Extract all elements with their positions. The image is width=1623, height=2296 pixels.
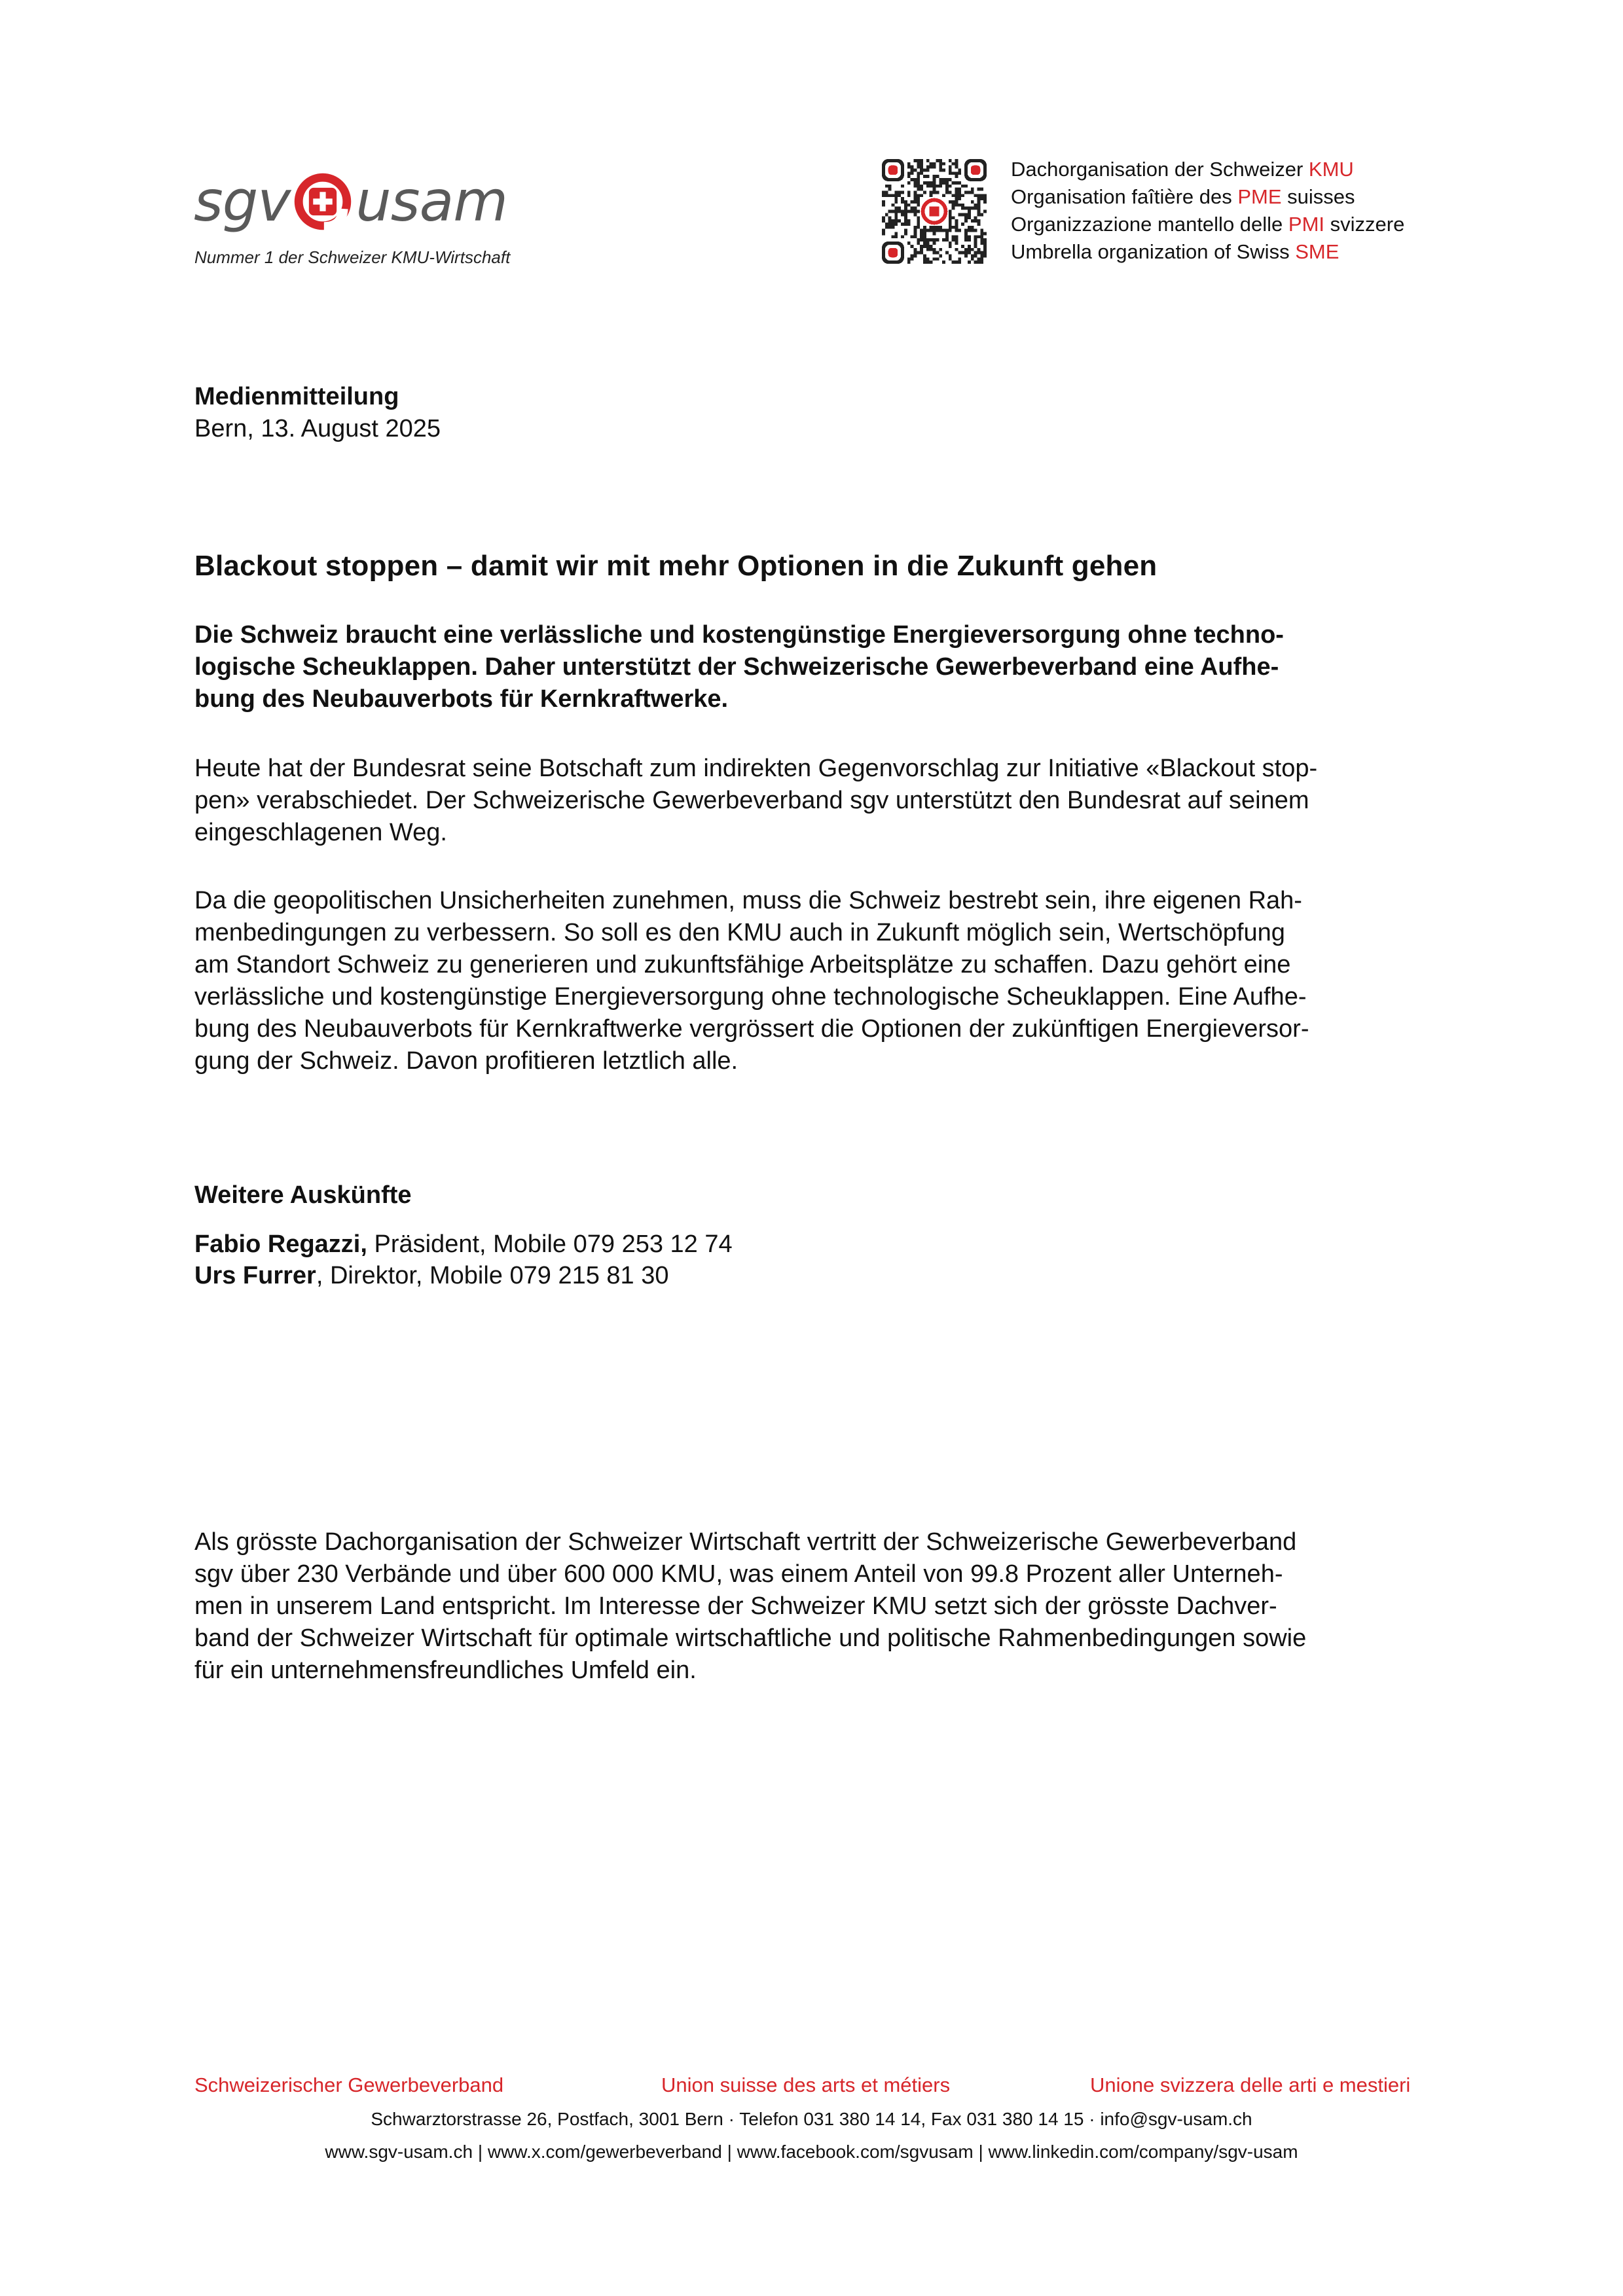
qr-code-icon (882, 159, 987, 264)
about-line: men in unserem Land entspricht. Im Interesse der Schweizer KMU setzt sich der grösste Dachver- (194, 1592, 1277, 1620)
paragraph-line: Da die geopolitischen Unsicherheiten zunehmen, muss die Schweiz bestrebt sein, ihre eigenen Rah- (194, 887, 1302, 914)
about-line: sgv über 230 Verbände und über 600 000 KMU, was einem Anteil von 99.8 Prozent aller Unterneh- (194, 1560, 1283, 1588)
place-date: Bern, 13. August 2025 (194, 415, 441, 442)
paragraph-line: Heute hat der Bundesrat seine Botschaft zum indirekten Gegenvorschlag zur Initiative «Blackout stop- (194, 755, 1318, 782)
footer-name-it: Unione svizzera delle arti e mestieri (1090, 2073, 1411, 2096)
contact-name: Fabio Regazzi, (194, 1230, 367, 1258)
lead-line: bung des Neubauverbots für Kernkraftwerke. (194, 685, 729, 713)
paragraph-line: eingeschlagenen Weg. (194, 819, 447, 846)
paragraph-line: pen» verabschiedet. Der Schweizerische Gewerbeverband sgv unterstützt den Bundesrat auf seinem (194, 787, 1309, 814)
paragraph-line: menbedingungen zu verbessern. So soll es den KMU auch in Zukunft möglich sein, Wertschöpfung (194, 919, 1285, 946)
logo-text-usam: usam (356, 169, 508, 234)
swiss-cross-at-icon (293, 171, 353, 232)
paragraph-1 (194, 753, 1438, 849)
paragraph-line: gung der Schweiz. Davon profitieren letztlich alle. (194, 1047, 739, 1075)
lead-line: logische Scheuklappen. Daher unterstützt der Schweizerische Gewerbeverband eine Aufhe- (194, 653, 1279, 681)
headline: Blackout stoppen – damit wir mit mehr Optionen in die Zukunft gehen (194, 550, 1158, 582)
contact-president (194, 1230, 733, 1259)
footer-name-fr: Union suisse des arts et métiers (661, 2073, 951, 2096)
organization-lines (1011, 156, 1404, 266)
info-title: Weitere Auskünfte (194, 1181, 412, 1209)
about-line: Als grösste Dachorganisation der Schweizer Wirtschaft vertritt der Schweizerische Gewerbeverband (194, 1528, 1297, 1556)
lead-paragraph (194, 619, 1438, 715)
document-type: Medienmitteilung (194, 383, 399, 410)
org-line-it: Organizzazione mantello delle PMI svizzere (1011, 213, 1405, 236)
paragraph-line: verlässliche und kostengünstige Energieversorgung ohne technologische Scheuklappen. Eine Aufhe- (194, 983, 1307, 1011)
logo-tagline: Nummer 1 der Schweizer KMU-Wirtschaft (194, 247, 511, 267)
lead-line: Die Schweiz braucht eine verlässliche und kostengünstige Energieversorgung ohne techno- (194, 621, 1284, 649)
footer-address: Schwarztorstrasse 26, Postfach, 3001 Bern · Telefon 031 380 14 14, Fax 031 380 14 15 · info@sgv-usam.ch (371, 2109, 1252, 2129)
paragraph-2 (194, 885, 1438, 1077)
contact-details: Präsident, Mobile 079 253 12 74 (367, 1230, 733, 1258)
contact-details: , Direktor, Mobile 079 215 81 30 (316, 1262, 669, 1289)
about-line: band der Schweizer Wirtschaft für optimale wirtschaftliche und politische Rahmenbedingungen sowie (194, 1624, 1307, 1652)
sgv-usam-logo (194, 171, 560, 243)
org-line-fr: Organisation faîtière des PME suisses (1011, 185, 1355, 208)
paragraph-line: bung des Neubauverbots für Kernkraftwerke vergrössert die Optionen der zukünftigen Energieversor- (194, 1015, 1309, 1043)
paragraph-line: am Standort Schweiz zu generieren und zukunftsfähige Arbeitsplätze zu schaffen. Dazu gehört eine (194, 951, 1291, 978)
footer-name-de: Schweizerischer Gewerbeverband (194, 2073, 504, 2096)
org-line-de: Dachorganisation der Schweizer KMU (1011, 158, 1354, 181)
contact-director (194, 1262, 669, 1290)
logo-text-sgv: sgv (194, 169, 291, 234)
footer-web-links: www.sgv-usam.ch | www.x.com/gewerbeverband | www.facebook.com/sgvusam | www.linkedin.com/company/sgv-usam (325, 2142, 1298, 2162)
org-line-en: Umbrella organization of Swiss SME (1011, 240, 1340, 263)
contact-name: Urs Furrer (194, 1262, 316, 1289)
about-line: für ein unternehmensfreundliches Umfeld ein. (194, 1657, 697, 1684)
about-paragraph (194, 1526, 1438, 1687)
